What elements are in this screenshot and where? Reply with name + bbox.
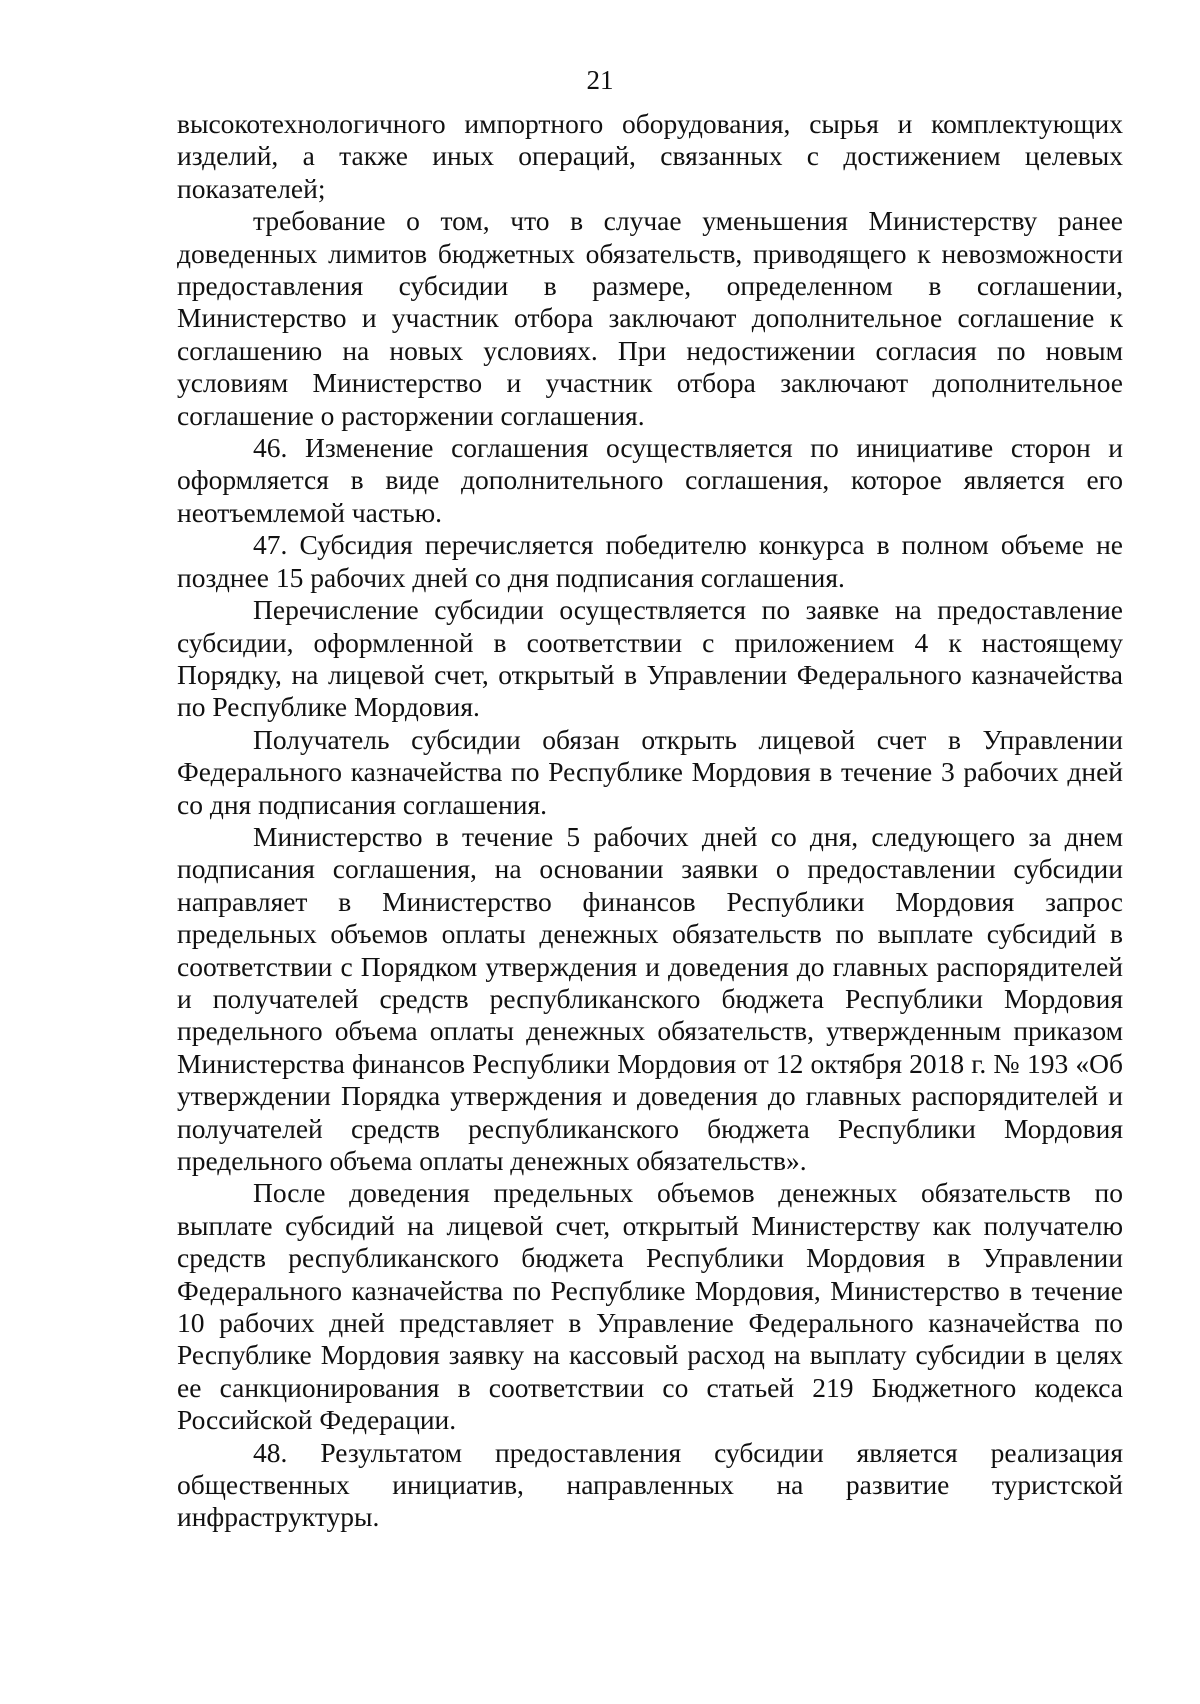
paragraph-continuation: высокотехнологичного импортного оборудования, сырья и комплектующих изделий, а также иных операций, связанных с достижением целевых показателей; <box>177 108 1123 204</box>
paragraph-transfer: Перечисление субсидии осуществляется по заявке на предоставление субсидии, оформленной в соответствии с приложением 4 к настоящему Порядку, на лицевой счет, открытый в Управлении Федерального казначейства по Республике Мордовия. <box>177 594 1123 723</box>
paragraph-clause-46: 46. Изменение соглашения осуществляется по инициативе сторон и оформляется в виде дополнительного соглашения, которое является его неотъемлемой частью. <box>177 432 1123 528</box>
paragraph-clause-48: 48. Результатом предоставления субсидии является реализация общественных инициатив, направленных на развитие туристской инфраструктуры. <box>177 1436 1123 1533</box>
paragraph-recipient-account: Получатель субсидии обязан открыть лицевой счет в Управлении Федерального казначейства по Республике Мордовия в течение 3 рабочих дней со дня подписания соглашения. <box>177 723 1123 820</box>
paragraph-ministry-request: Министерство в течение 5 рабочих дней со дня, следующего за днем подписания соглашения, на основании заявки о предоставлении субсидии направляет в Министерство финансов Республики Мордовия запрос предельных объемов оплаты денежных обязательств по выплате субсидий в соответствии с Порядком утверждения и доведения до главных распорядителей и получателей средств республиканского бюджета Республики Мордовия предельного объема оплаты денежных обязательств, утвержденным приказом Министерства финансов Республики Мордовия от 12 октября 2018 г. № 193 «Об утверждении Порядка утверждения и доведения до главных распорядителей и получателей средств республиканского бюджета Республики Мордовия предельного объема оплаты денежных обязательств». <box>177 820 1123 1176</box>
paragraph-cash-expense: После доведения предельных объемов денежных обязательств по выплате субсидий на лицевой счет, открытый Министерству как получателю средств республиканского бюджета Республики Мордовия в Управлении Федерального казначейства по Республике Мордовия, Министерство в течение 10 рабочих дней представляет в Управление Федерального казначейства по Республике Мордовия заявку на кассовый расход на выплату субсидии в целях ее санкционирования в соответствии со статьей 219 Бюджетного кодекса Российской Федерации. <box>177 1177 1123 1436</box>
page-number: 21 <box>586 65 614 95</box>
paragraph-requirement: требование о том, что в случае уменьшения Министерству ранее доведенных лимитов бюджетных обязательств, приводящего к невозможности предоставления субсидии в размере, определенном в соглашении, Министерство и участник отбора заключают дополнительное соглашение к соглашению на новых условиях. При недостижении согласия по новым условиям Министерство и участник отбора заключают дополнительное соглашение о расторжении соглашения. <box>177 205 1123 431</box>
paragraph-clause-47: 47. Субсидия перечисляется победителю конкурса в полном объеме не позднее 15 рабочих дней со дня подписания соглашения. <box>177 529 1123 593</box>
document-body <box>177 108 1123 1534</box>
